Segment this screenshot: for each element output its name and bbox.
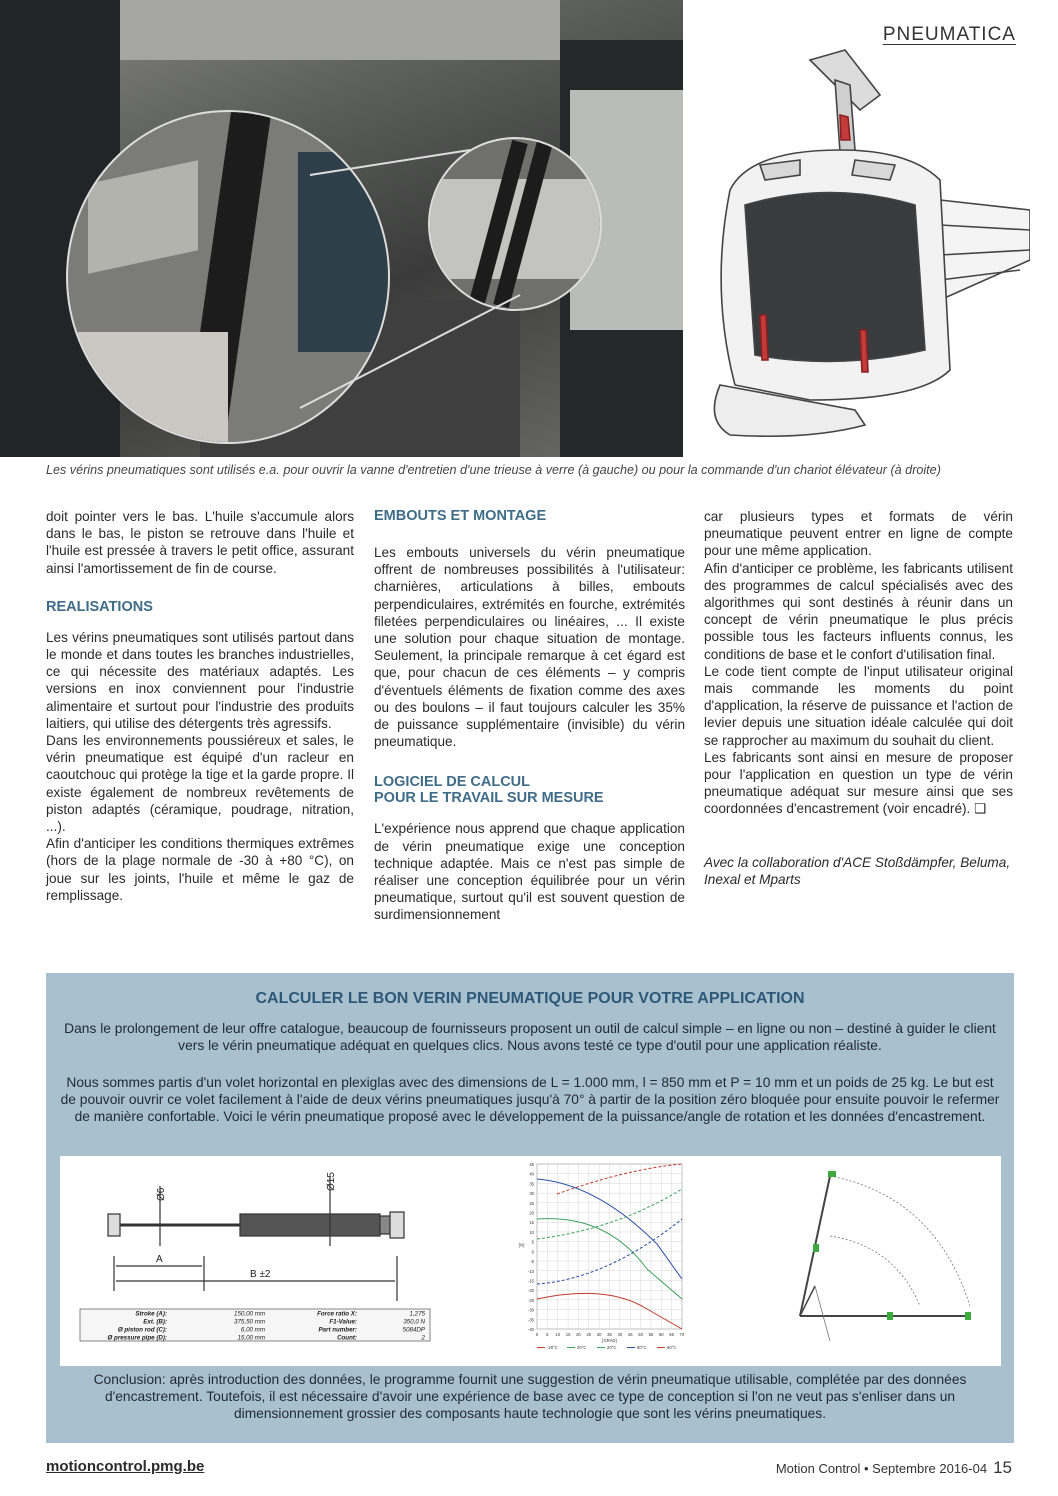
heading-embouts: EMBOUTS ET MONTAGE: [374, 508, 547, 524]
graph-ytick: 5: [531, 1239, 534, 1245]
heading-logiciel-2: POUR LE TRAVAIL SUR MESURE: [374, 790, 604, 807]
column-1: [46, 508, 354, 904]
paragraph: Le code tient compte de l'input utilisateur original mais commande les moments du point d'application, la réserve de puissance et l'action de levier depuis une situation idéale calculée qui doit se rapprocher au maximum du souhait du client.: [704, 663, 1013, 748]
graph-xtick: 55: [648, 1332, 654, 1337]
photo-glass-sorter: [0, 0, 683, 457]
graph-legend-label: 20°C: [577, 1345, 587, 1350]
spec-cell: 1,275: [409, 1310, 425, 1318]
graph-yunit: [N]: [519, 1242, 525, 1248]
graph-legend-label: -20°C: [547, 1345, 558, 1350]
graph-ytick: -15: [527, 1278, 534, 1284]
spec-cell: Ø pressure pipe (D):: [107, 1334, 167, 1342]
spec-cell: 2: [421, 1334, 425, 1342]
graph-ytick: 45: [529, 1162, 534, 1167]
graph-ytick: -40: [527, 1327, 534, 1332]
spec-table: [80, 1309, 430, 1342]
dim-tube-label: Ø15: [326, 1172, 337, 1191]
paragraph: Afin d'anticiper les conditions thermiques extrêmes (hors de la plage normale de -30 à +80 °C), on joue sur les joints, l'huile et même le gaz de remplissage.: [46, 836, 354, 903]
graph-ytick: 10: [529, 1229, 534, 1235]
paragraph: Afin d'anticiper ce problème, les fabricants utilisent des programmes de calcul spécialisés avec des algorithmes qui sont destinés à réunir dans un concept de vérin pneumatique le plus précis possible tous les facteurs influents connus, les conditions de base et le confort d'utilisation final.: [704, 560, 1013, 662]
spec-cell: 150,00 mm: [234, 1310, 265, 1318]
graph-xtick: 5: [546, 1332, 549, 1337]
graph-ytick: -35: [527, 1317, 534, 1323]
spec-cell: Force ratio X:: [317, 1310, 357, 1318]
graph-ytick: 20: [529, 1210, 534, 1216]
footer-url[interactable]: motioncontrol.pmg.be: [46, 1458, 205, 1475]
graph-xtick: 25: [586, 1332, 592, 1337]
graph-ytick: -30: [527, 1307, 534, 1313]
page-number: 15: [993, 1458, 1012, 1477]
graph-xtick: 20: [576, 1332, 581, 1337]
graph-xtick: 0: [535, 1332, 539, 1337]
spec-cell: Ø piston rod (C):: [117, 1326, 167, 1334]
spec-cell: Part number:: [318, 1326, 357, 1334]
spec-cell: 375,50 mm: [234, 1318, 265, 1326]
credits: Avec la collaboration d'ACE Stoßdämpfer, Beluma, Inexal et Mparts: [704, 854, 1011, 887]
box-conclusion: Conclusion: après introduction des données, le programme fournit une suggestion de vérin pneumatique utilisable, complétée par des données d'encastrement. Toutefois, il est nécessaire d'avoir une expérience de base avec ce type de conception si l'on ne veut pas s'enliser dans un dimensionnement grossier des composants haute technologie que sont les vérins pneumatiques.: [93, 1372, 967, 1422]
spec-cell: F1-Value:: [329, 1318, 357, 1326]
paragraph: Dans les environnements poussiéreux et sales, le vérin pneumatique est équipé d'un racleur en caoutchouc qui protège la tige et la garde propre. Il existe également de nombreux revêtements de piston adaptés (céramique, poudrage, nitration, ...).: [46, 733, 354, 835]
graph-legend-label: 60°C: [637, 1345, 647, 1350]
heading-realisations: REALISATIONS: [46, 598, 153, 615]
force-angle-graph: [515, 1156, 690, 1366]
graph-ytick: 25: [529, 1200, 534, 1206]
issue-label: Motion Control • Septembre 2016-04: [775, 1461, 988, 1476]
info-box: [46, 973, 1014, 1443]
graph-ytick: -25: [527, 1297, 534, 1303]
box-intro: Dans le prolongement de leur offre catalogue, beaucoup de fournisseurs proposent un outil de calcul simple – en ligne ou non – destiné à guider le client vers le vérin pneumatique adéquat en quelques clics. Nous avons testé ce type d'outil pour une application réaliste.: [64, 1021, 996, 1054]
dim-b-label: B ±2: [250, 1269, 271, 1280]
spec-cell: Ext. (B):: [143, 1318, 167, 1326]
column-2: [374, 508, 685, 924]
spec-cell: 350,0 N: [403, 1318, 425, 1326]
graph-xtick: 70: [679, 1332, 685, 1337]
graph-xtick: 60: [658, 1332, 664, 1337]
mounting-geometry: [775, 1156, 975, 1366]
heading-logiciel-1: LOGICIEL DE CALCUL: [374, 774, 531, 791]
graph-ytick: -10: [527, 1268, 534, 1274]
paragraph: Les fabricants sont ainsi en mesure de proposer pour l'application en question un type de vérin pneumatique adéquat sur mesure ainsi que ses coordonnées d'encastrement (voir encadré). ❑: [704, 749, 1013, 817]
graph-ytick: 15: [529, 1220, 534, 1226]
graph-xtick: 10: [555, 1332, 561, 1337]
spec-cell: 15,00 mm: [237, 1334, 265, 1342]
spec-cell: Stroke (A):: [135, 1310, 167, 1318]
spec-cell: 5084DP: [402, 1326, 425, 1334]
calculation-figures: [60, 1156, 1001, 1366]
dim-a-label: A: [156, 1254, 163, 1265]
box-title: CALCULER LE BON VERIN PNEUMATIQUE POUR VOTRE APPLICATION: [255, 990, 805, 1007]
graph-ytick: 0: [531, 1249, 534, 1255]
graph-ytick: 40: [529, 1171, 534, 1177]
paragraph: Les vérins pneumatiques sont utilisés partout dans le monde et dans toutes les branches industrielles, ce qui nécessite des matériaux adaptés. Les versions en inox conviennent pour l'industrie alimentaire et surtout pour l'industrie des produits laitiers, qui utilise des détergents très agressifs.: [46, 629, 354, 731]
paragraph: doit pointer vers le bas. L'huile s'accumule alors dans le bas, le piston se retrouve dans l'huile et l'huile est pressée à travers le petit office, assurant ainsi l'amortissement de fin de course.: [46, 509, 354, 576]
paragraph: L'expérience nous apprend que chaque application de vérin pneumatique exige une conception technique adaptée. Mais ce n'est pas simple de réaliser une conception équilibrée pour un vérin pneumatique, surtout qu'il est souvent question de surdimensionnement: [374, 821, 685, 923]
spec-cell: 6,00 mm: [240, 1326, 265, 1334]
box-setup: Nous sommes partis d'un volet horizontal en plexiglas avec des dimensions de L = 1.000 mm, l = 850 mm et P = 10 mm et un poids de 25 kg. Le but est de pouvoir ouvrir ce volet facilement à l'aide de deux vérins pneumatiques jusqu'à 70° à partir de la position zéro bloquée pour ensuite pouvoir le refermer de manière confortable. Voici le vérin pneumatique proposé avec le développement de la puissance/angle de rotation et les données d'encastrement.: [60, 1075, 1000, 1125]
footer-issue: [776, 1458, 1012, 1478]
graph-ytick: -20: [527, 1288, 534, 1294]
graph-xtick: 35: [607, 1332, 612, 1337]
pallet-truck-illustration: [690, 40, 1030, 450]
graph-xtick: 30: [596, 1332, 602, 1337]
graph-xtick: 65: [669, 1332, 674, 1337]
graph-xtick: 50: [638, 1332, 643, 1337]
graph-xtick: 40: [617, 1332, 623, 1337]
graph-xunit: [GRAD]: [602, 1338, 617, 1343]
paragraph: car plusieurs types et formats de vérin pneumatique peuvent entrer en ligne de compte pour une même application.: [704, 509, 1013, 559]
graph-ytick: 30: [529, 1191, 534, 1197]
paragraph: Les embouts universels du vérin pneumatique offrent de nombreuses possibilités à l'utilisateur: charnières, articulations à billes, embouts perpendiculaires, extrémités en fourche, extrémités filetées perpendiculaires ou linéaires, ... Il existe une solution pour chaque situation de montage. Seulement, la principale remarque à cet égard est que, pour chacun de ces éléments – y compris d'éventuels éléments de fixation comme des axes ou des boulons – il faut toujours calculer les 35% de puissance supplémentaire (invisible) du vérin pneumatique.: [374, 545, 685, 750]
graph-legend-label: 60°C: [667, 1345, 677, 1350]
column-3: [704, 508, 1013, 888]
photo-caption: Les vérins pneumatiques sont utilisés e.a. pour ouvrir la vanne d'entretien d'une trieuse à verre (à gauche) ou pour la commande d'un chariot élévateur (à droite): [46, 463, 941, 477]
graph-xtick: 45: [627, 1332, 633, 1337]
dim-rod-label: Ø6: [156, 1187, 167, 1201]
spec-cell: Count:: [337, 1334, 357, 1342]
cylinder-drawing: [60, 1156, 450, 1366]
graph-ytick: 35: [529, 1181, 534, 1187]
section-tag: PNEUMATICA: [882, 24, 1016, 45]
graph-ytick: -5: [530, 1259, 534, 1265]
graph-legend-label: 20°C: [607, 1345, 617, 1350]
graph-xtick: 15: [565, 1332, 571, 1337]
